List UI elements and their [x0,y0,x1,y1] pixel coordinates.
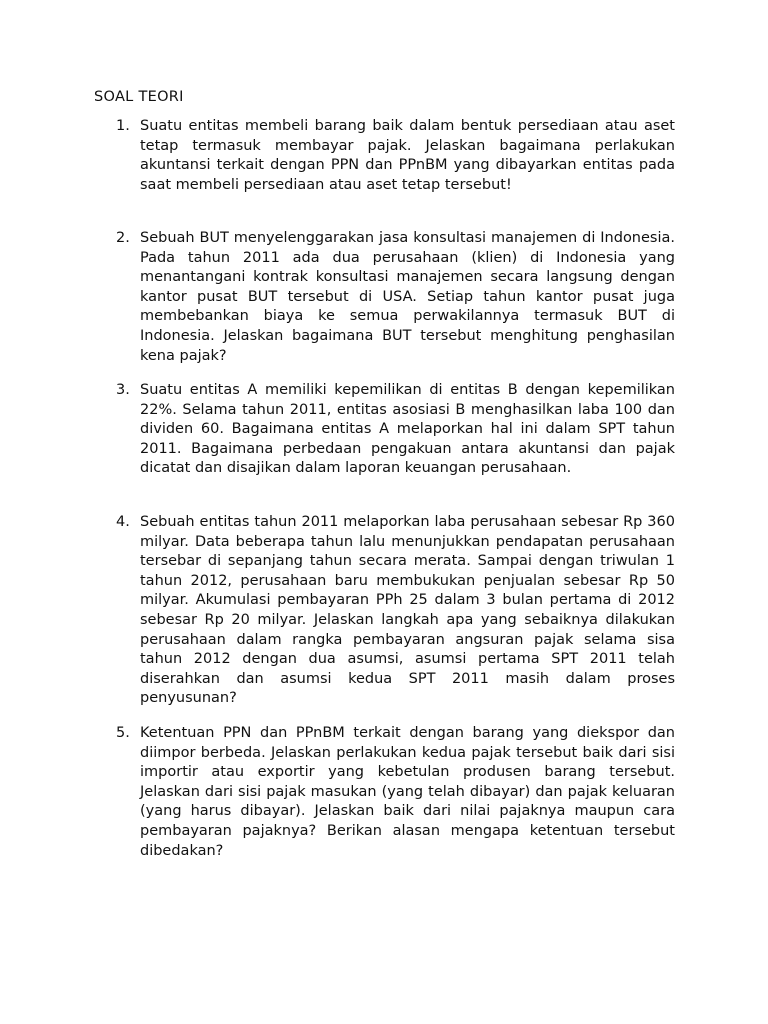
question-number: 4. [116,514,130,530]
question-number: 5. [116,725,130,741]
document-title: SOAL TEORI [94,89,184,105]
question-text: Sebuah entitas tahun 2011 melaporkan laba perusahaan sebesar Rp 360 milyar. Data beberapa tahun lalu menunjukkan pendapatan perusahaan tersebar di sepanjang tahun secara merata. Sampai dengan triwulan 1 tahun 2012, perusahaan baru membukukan penjualan sebesar Rp 50 milyar. Akumulasi pembayaran PPh 25 dalam 3 bulan pertama di 2012 sebesar Rp 20 milyar. Jelaskan langkah apa yang sebaiknya dilakukan perusahaan dalam rangka pembayaran angsuran pajak selama sisa tahun 2012 dengan dua asumsi, asumsi pertama SPT 2011 telah diserahkan dan asumsi kedua SPT 2011 masih dalam proses penyusunan? [140,514,675,707]
question-text: Ketentuan PPN dan PPnBM terkait dengan barang yang diekspor dan diimpor berbeda. Jelaskan perlakukan kedua pajak tersebut baik dari sisi importir atau exportir yang kebetulan produsen barang tersebut. Jelaskan dari sisi pajak masukan (yang telah dibayar) dan pajak keluaran (yang harus dibayar). Jelaskan baik dari nilai pajaknya maupun cara pembayaran pajaknya? Berikan alasan mengapa ketentuan tersebut dibedakan? [140,725,675,859]
question-text: Suatu entitas membeli barang baik dalam bentuk persediaan atau aset tetap termasuk membayar pajak. Jelaskan bagaimana perlakukan akuntansi terkait dengan PPN dan PPnBM yang dibayarkan entitas pada saat membeli persediaan atau aset tetap tersebut! [140,118,675,193]
question-number: 2. [116,230,130,246]
question-number: 3. [116,382,130,398]
question-text: Sebuah BUT menyelenggarakan jasa konsultasi manajemen di Indonesia. Pada tahun 2011 ada dua perusahaan (klien) di Indonesia yang menantangani kontrak konsultasi manajemen secara langsung dengan kantor pusat BUT tersebut di USA. Setiap tahun kantor pusat juga membebankan biaya ke semua perwakilannya termasuk BUT di Indonesia. Jelaskan bagaimana BUT tersebut menghitung penghasilan kena pajak? [140,230,675,364]
question-number: 1. [116,118,130,134]
question-text: Suatu entitas A memiliki kepemilikan di entitas B dengan kepemilikan 22%. Selama tahun 2011, entitas asosiasi B menghasilkan laba 100 dan dividen 60. Bagaimana entitas A melaporkan hal ini dalam SPT tahun 2011. Bagaimana perbedaan pengakuan antara akuntansi dan pajak dicatat dan disajikan dalam laporan keuangan perusahaan. [140,382,675,477]
